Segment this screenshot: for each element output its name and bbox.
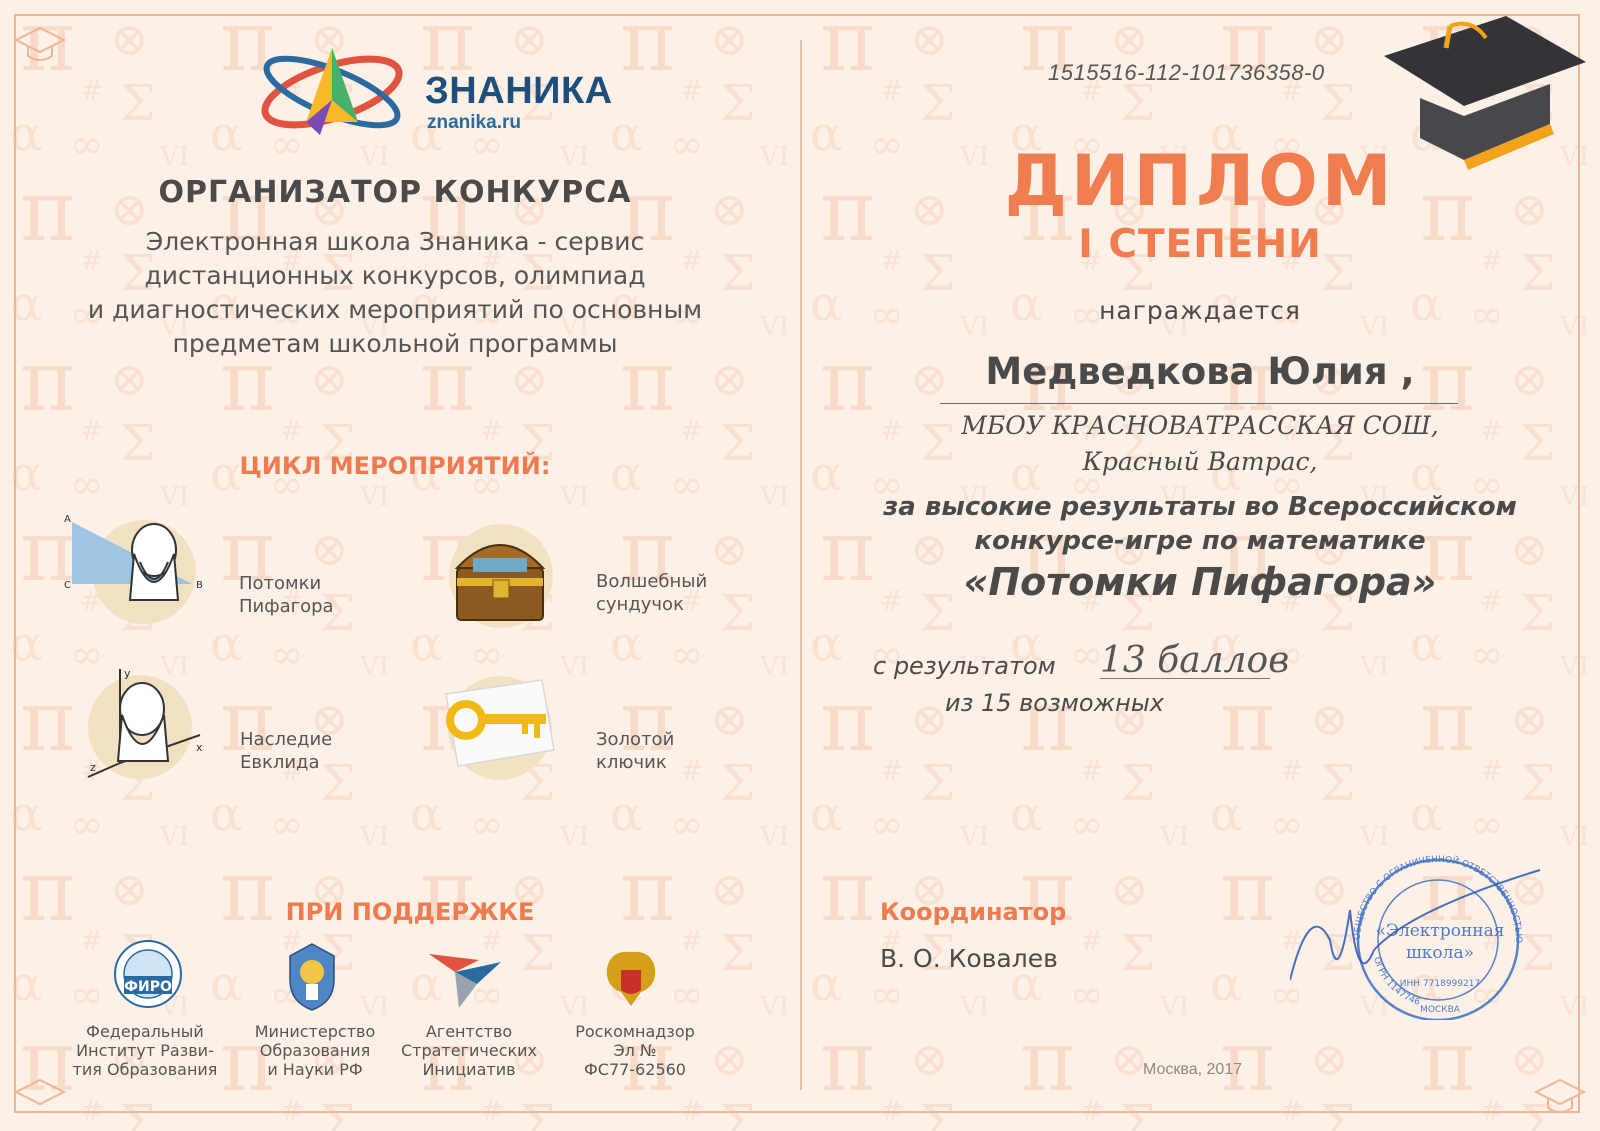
achievement-text [820, 490, 1580, 558]
brand-url: znanika.ru [427, 112, 521, 133]
axis-label-z: z [90, 761, 96, 774]
graduation-cap-corner-icon [1530, 1062, 1590, 1122]
supporter-label-line: Агентство [425, 1022, 513, 1041]
official-stamp [1290, 840, 1550, 1020]
result-underline [1100, 678, 1270, 679]
golden-key-icon [438, 672, 563, 784]
event-label-treasure-chest [596, 570, 756, 616]
supporter-label-line: Министерство [254, 1022, 376, 1041]
axis-label-y: y [124, 667, 131, 680]
organizer-desc-line: Электронная школа Знаника - сервис [145, 227, 645, 256]
event-label-pythagoras [239, 572, 399, 618]
school-line: МБОУ КРАСНОВАТРАССКАЯ СОШ, [961, 411, 1439, 440]
asi-logo [425, 950, 505, 1014]
event-label-line: Золотой [596, 729, 675, 750]
stamp-ring-text: ОБЩЕСТВО С ОГРАНИЧЕННОЙ ОТВЕТСТВЕННОСТЬЮ [1352, 854, 1524, 944]
diploma-title: ДИПЛОМ [1004, 140, 1396, 222]
organizer-desc-line: предметам школьной программы [172, 329, 618, 358]
recipient-underline [940, 403, 1458, 404]
event-label-line: ключик [596, 752, 667, 773]
event-label-line: Волшебный [596, 571, 708, 592]
supporter-label-line: Институт Разви- [76, 1041, 214, 1060]
roskomnadzor-emblem [601, 946, 661, 1010]
supporter-label-line: Стратегических [400, 1041, 538, 1060]
school-info [820, 408, 1580, 480]
znanika-logo-icon [250, 40, 415, 140]
event-label-line: сундучок [596, 594, 684, 615]
diploma-degree: I СТЕПЕНИ [1078, 222, 1322, 267]
document-number: 1515516-112-101736358-0 [1048, 60, 1325, 85]
center-divider [800, 40, 802, 1090]
axis-label-b: B [196, 580, 203, 591]
supporter-label-roskomnadzor [550, 1022, 720, 1079]
result-prefix: с результатом [873, 652, 1056, 680]
result-value: 13 баллов [1100, 640, 1290, 681]
event-label-line: Евклида [240, 752, 320, 773]
footer-place-date: Москва, 2017 [1143, 1061, 1243, 1078]
support-title: ПРИ ПОДДЕРЖКЕ [285, 898, 535, 926]
coordinator-title: Координатор [880, 898, 1067, 926]
event-label-line: Пифагора [239, 596, 334, 617]
graduation-cap-corner-icon [10, 10, 70, 70]
recipient-name: Медведкова Юлия , [985, 350, 1415, 393]
organizer-description [30, 225, 760, 361]
supporter-label-line: Федеральный [86, 1022, 204, 1041]
supporter-label-asi [384, 1022, 554, 1079]
event-label-golden-key [596, 728, 756, 774]
stamp-center-line: «Электронная [1375, 921, 1505, 941]
supporter-label-line: и Науки РФ [267, 1060, 363, 1079]
supporter-label-line: тия Образования [72, 1060, 218, 1079]
axis-label-a: A [64, 514, 71, 525]
firo-logo-text: ФИРО [124, 979, 172, 995]
awarded-label: награждается [1099, 296, 1301, 325]
firo-logo [110, 938, 186, 1010]
brand-name: ЗНАНИКА [425, 70, 613, 112]
axis-label-x: x [196, 741, 203, 754]
event-label-line: Наследие [240, 729, 333, 750]
result-suffix: из 15 возможных [945, 689, 1164, 717]
event-label-line: Потомки [239, 573, 322, 594]
organizer-desc-line: и диагностических мероприятий по основным [87, 295, 703, 324]
treasure-chest-icon [443, 518, 558, 630]
axis-label-c: C [64, 580, 71, 591]
euclid-icon [70, 665, 210, 783]
supporter-label-line: ФС77-62560 [584, 1060, 686, 1079]
stamp-ring-bottom-text: ОГРН 1147746 [1371, 955, 1422, 1008]
supporter-label-line: Образования [259, 1041, 371, 1060]
school-line: Красный Ватрас, [1082, 447, 1318, 476]
pythagoras-icon [62, 510, 212, 628]
coordinator-name: В. О. Ковалев [880, 944, 1058, 973]
supporter-label-firo [60, 1022, 230, 1079]
achievement-line: за высокие результаты во Всероссийском [883, 492, 1517, 522]
organizer-title: ОРГАНИЗАТОР КОНКУРСА [158, 175, 632, 210]
organizer-desc-line: дистанционных конкурсов, олимпиад [144, 261, 646, 290]
events-cycle-title: ЦИКЛ МЕРОПРИЯТИЙ: [239, 452, 551, 480]
stamp-center-line: школа» [1406, 943, 1474, 963]
supporter-label-line: Роскомнадзор [575, 1022, 695, 1041]
stamp-city: МОСКВА [1420, 1005, 1460, 1015]
achievement-line: конкурсе-игре по математике [974, 526, 1426, 556]
stamp-inn: ИНН 7718999217 [1399, 979, 1481, 989]
event-label-euclid [240, 728, 400, 774]
supporter-label-line: Эл № [613, 1041, 657, 1060]
contest-name: «Потомки Пифагора» [963, 560, 1437, 604]
ministry-emblem [282, 940, 342, 1012]
supporter-label-line: Инициатив [422, 1060, 516, 1079]
supporter-label-ministry [230, 1022, 400, 1079]
